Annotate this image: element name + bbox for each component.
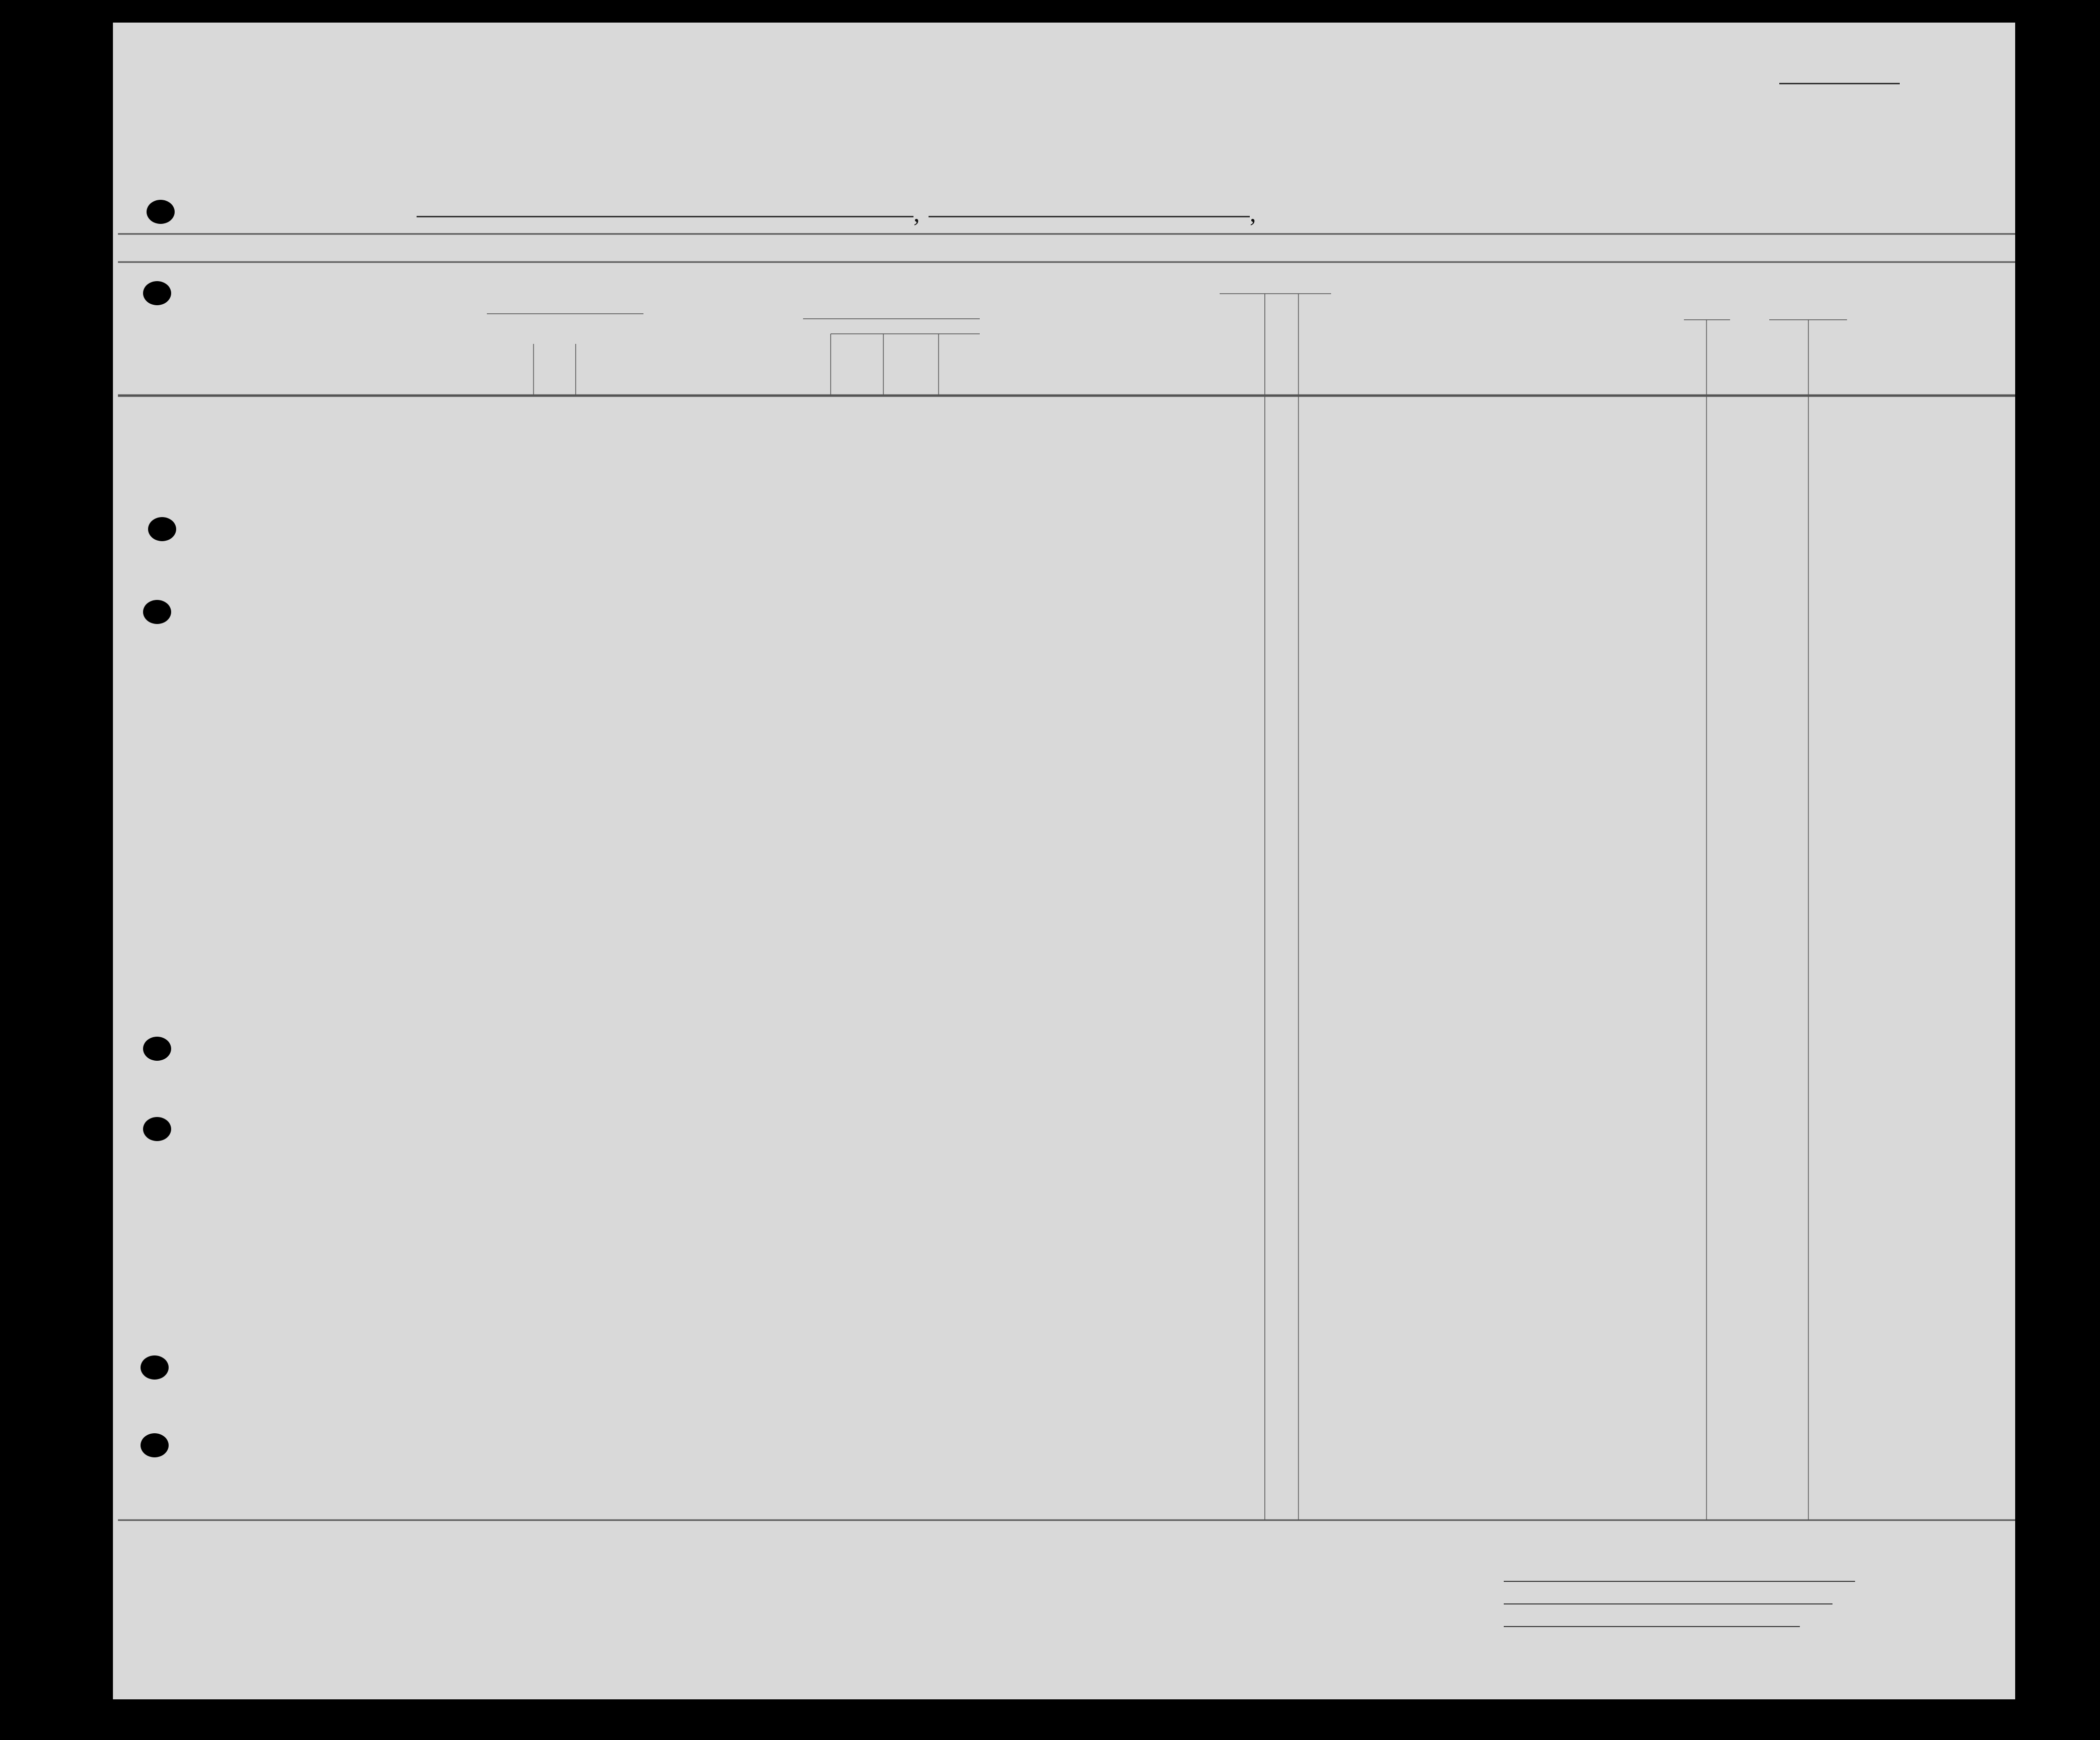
header-polygamist <box>1383 281 1398 392</box>
header-anarchist <box>1408 281 1423 392</box>
header-ticket <box>646 271 672 392</box>
header-overthrow <box>1429 274 1479 392</box>
owners-label <box>1501 1593 1832 1608</box>
header-labor-offer <box>1484 274 1518 392</box>
header-arrested <box>1545 274 1566 392</box>
local-agents-label <box>1501 1615 1800 1631</box>
header-excluded <box>1521 274 1541 392</box>
header-prison <box>1334 271 1374 392</box>
line-label <box>1501 1570 1855 1585</box>
header-fifty-dollars <box>769 271 799 392</box>
